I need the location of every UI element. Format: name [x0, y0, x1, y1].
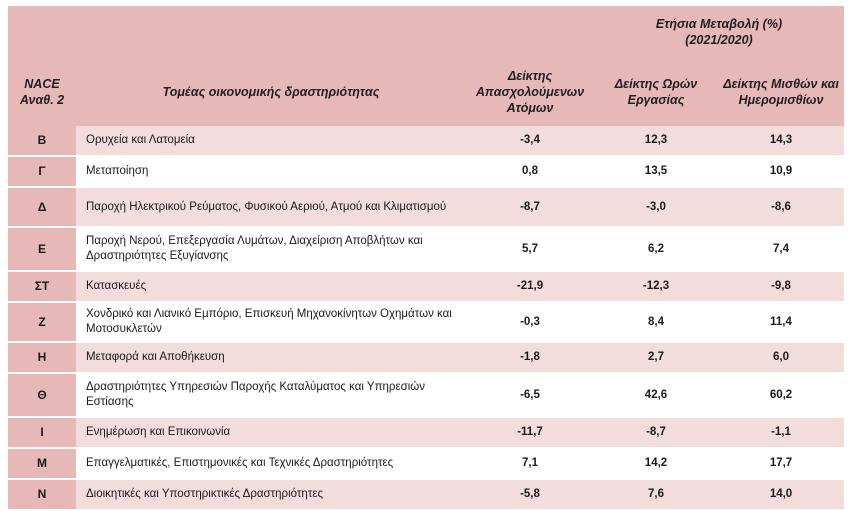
nace-code-cell: Ε — [8, 228, 76, 272]
table-row — [8, 126, 844, 157]
employment-column-header: Δείκτης Απασχολούμενων Ατόμων — [466, 58, 594, 126]
nace-code-cell: Η — [8, 343, 76, 374]
wages-value-cell: 10,9 — [718, 157, 844, 188]
table-row — [8, 272, 844, 303]
wages-value-cell: -1,1 — [718, 418, 844, 449]
table-row — [8, 343, 844, 374]
table-header — [8, 6, 844, 126]
hours-value-cell: 7,6 — [594, 480, 718, 511]
statistics-table-container — [8, 6, 844, 511]
sector-column-header: Τομέας οικονομικής δραστηριότητας — [76, 58, 466, 126]
table-row — [8, 157, 844, 188]
table-body — [8, 126, 844, 511]
nace-code-cell: Γ — [8, 157, 76, 188]
nace-code-cell: Θ — [8, 374, 76, 418]
hours-value-cell: -12,3 — [594, 272, 718, 303]
employment-value-cell: -0,3 — [466, 303, 594, 343]
sector-cell: Μεταποίηση — [76, 157, 466, 188]
nace-code-cell: Β — [8, 126, 76, 157]
nace-code-cell: Ι — [8, 418, 76, 449]
sector-cell: Ενημέρωση και Επικοινωνία — [76, 418, 466, 449]
nace-code-cell: Ζ — [8, 303, 76, 343]
table-row — [8, 188, 844, 228]
wages-value-cell: 7,4 — [718, 228, 844, 272]
hours-value-cell: 42,6 — [594, 374, 718, 418]
table-row — [8, 449, 844, 480]
nace-column-header: NACE Αναθ. 2 — [8, 58, 76, 126]
table-row — [8, 303, 844, 343]
sector-cell: Χονδρικό και Λιανικό Εμπόριο, Επισκευή Μηχανοκίνητων Οχημάτων και Μοτοσυκλετών — [76, 303, 466, 343]
sector-cell: Επαγγελματικές, Επιστημονικές και Τεχνικές Δραστηριότητες — [76, 449, 466, 480]
hours-value-cell: 14,2 — [594, 449, 718, 480]
wages-value-cell: 14,3 — [718, 126, 844, 157]
table-row — [8, 228, 844, 272]
table-row — [8, 374, 844, 418]
employment-value-cell: 5,7 — [466, 228, 594, 272]
nace-code-cell: Μ — [8, 449, 76, 480]
employment-value-cell: -8,7 — [466, 188, 594, 228]
wages-value-cell: 17,7 — [718, 449, 844, 480]
annual-change-group-header — [594, 6, 844, 58]
sector-cell: Παροχή Νερού, Επεξεργασία Λυμάτων, Διαχείριση Αποβλήτων και Δραστηριότητες Εξυγίανσης — [76, 228, 466, 272]
header-blank-cell — [8, 6, 76, 58]
sector-cell: Δραστηριότητες Υπηρεσιών Παροχής Καταλύματος και Υπηρεσιών Εστίασης — [76, 374, 466, 418]
hours-column-header: Δείκτης Ωρών Εργασίας — [594, 58, 718, 126]
sector-cell: Ορυχεία και Λατομεία — [76, 126, 466, 157]
nace-code-cell: Ν — [8, 480, 76, 511]
employment-value-cell: -1,8 — [466, 343, 594, 374]
header-blank-cell — [76, 6, 466, 58]
nace-code-cell: ΣΤ — [8, 272, 76, 303]
employment-value-cell: -11,7 — [466, 418, 594, 449]
hours-value-cell: -8,7 — [594, 418, 718, 449]
wages-value-cell: 14,0 — [718, 480, 844, 511]
employment-value-cell: 7,1 — [466, 449, 594, 480]
hours-value-cell: 8,4 — [594, 303, 718, 343]
group-header-line2: (2021/2020) — [685, 33, 753, 47]
nace-code-cell: Δ — [8, 188, 76, 228]
group-header-line1: Ετήσια Μεταβολή (%) — [655, 17, 783, 31]
employment-value-cell: 0,8 — [466, 157, 594, 188]
sector-cell: Κατασκευές — [76, 272, 466, 303]
wages-value-cell: -8,6 — [718, 188, 844, 228]
sector-cell: Μεταφορά και Αποθήκευση — [76, 343, 466, 374]
wages-value-cell: 60,2 — [718, 374, 844, 418]
hours-value-cell: 13,5 — [594, 157, 718, 188]
annual-change-table — [8, 6, 844, 511]
sector-cell: Διοικητικές και Υποστηρικτικές Δραστηριότητες — [76, 480, 466, 511]
employment-value-cell: -6,5 — [466, 374, 594, 418]
table-row — [8, 480, 844, 511]
wages-column-header: Δείκτης Μισθών και Ημερομισθίων — [718, 58, 844, 126]
employment-value-cell: -3,4 — [466, 126, 594, 157]
hours-value-cell: 6,2 — [594, 228, 718, 272]
employment-value-cell: -21,9 — [466, 272, 594, 303]
wages-value-cell: 6,0 — [718, 343, 844, 374]
wages-value-cell: 11,4 — [718, 303, 844, 343]
sector-cell: Παροχή Ηλεκτρικού Ρεύματος, Φυσικού Αεριού, Ατμού και Κλιματισμού — [76, 188, 466, 228]
hours-value-cell: 2,7 — [594, 343, 718, 374]
hours-value-cell: -3,0 — [594, 188, 718, 228]
wages-value-cell: -9,8 — [718, 272, 844, 303]
hours-value-cell: 12,3 — [594, 126, 718, 157]
employment-value-cell: -5,8 — [466, 480, 594, 511]
header-blank-cell — [466, 6, 594, 58]
table-row — [8, 418, 844, 449]
